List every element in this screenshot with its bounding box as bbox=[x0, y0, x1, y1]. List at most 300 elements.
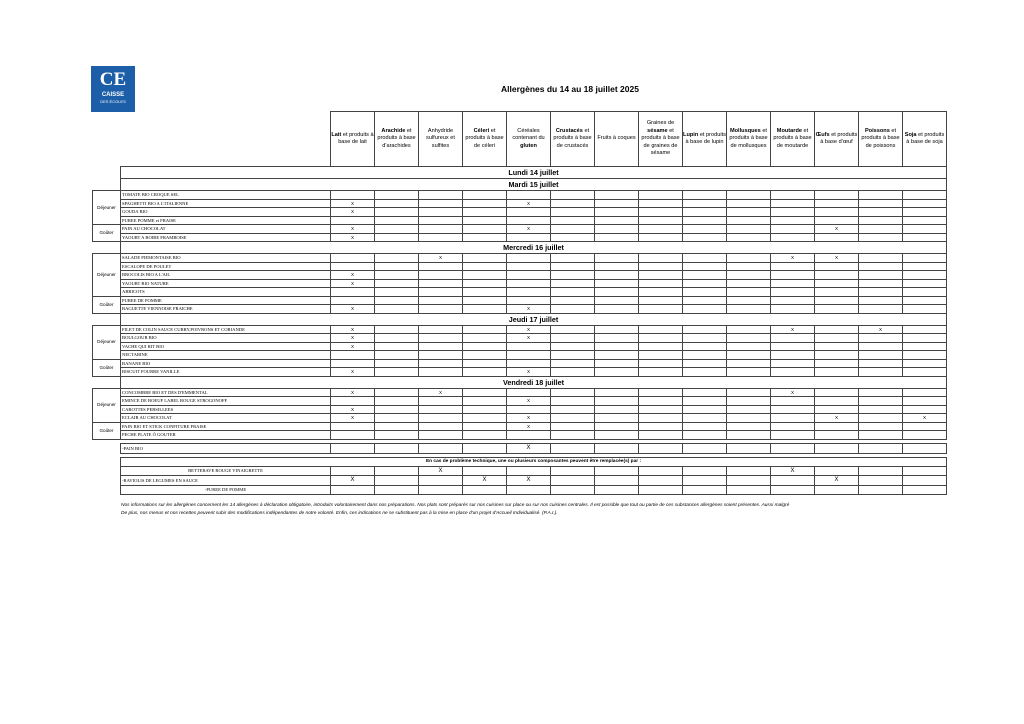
allergen-cell bbox=[551, 466, 595, 476]
allergen-cell bbox=[771, 262, 815, 271]
allergen-cell: X bbox=[507, 305, 551, 314]
allergen-cell bbox=[595, 271, 639, 280]
menu-item-row bbox=[93, 199, 947, 208]
allergen-cell bbox=[639, 279, 683, 288]
allergen-cell bbox=[551, 262, 595, 271]
allergen-cell bbox=[683, 368, 727, 377]
day-label: Jeudi 17 juillet bbox=[121, 313, 947, 325]
allergen-cell bbox=[771, 351, 815, 360]
day-row bbox=[93, 376, 947, 388]
logo-line1: CAISSE bbox=[101, 92, 125, 98]
allergen-cell bbox=[727, 208, 771, 217]
allergen-cell: X bbox=[507, 422, 551, 431]
allergen-cell bbox=[595, 431, 639, 440]
allergen-cell bbox=[551, 431, 595, 440]
allergen-cell bbox=[639, 359, 683, 368]
allergen-table bbox=[92, 111, 947, 495]
spacer bbox=[93, 167, 121, 179]
allergen-cell bbox=[859, 225, 903, 234]
allergen-bold: gluten bbox=[520, 142, 537, 149]
allergen-cell bbox=[683, 199, 727, 208]
menu-item-row bbox=[93, 342, 947, 351]
allergen-cell bbox=[595, 288, 639, 297]
allergen-rest: et produits à base de soja bbox=[906, 131, 945, 145]
allergen-pre: Céréales contenant du bbox=[512, 127, 545, 142]
allergen-cell bbox=[903, 254, 947, 263]
allergen-cell bbox=[815, 208, 859, 217]
allergen-cell bbox=[815, 342, 859, 351]
allergen-cell bbox=[903, 262, 947, 271]
allergen-cell bbox=[419, 476, 463, 486]
allergen-header bbox=[771, 112, 815, 167]
allergen-cell bbox=[419, 262, 463, 271]
allergen-cell bbox=[683, 271, 727, 280]
allergen-cell bbox=[859, 334, 903, 343]
allergen-cell bbox=[639, 388, 683, 397]
allergen-cell bbox=[859, 431, 903, 440]
allergen-cell bbox=[727, 225, 771, 234]
allergen-cell bbox=[683, 351, 727, 360]
menu-item-name: VACHE QUI RIT BIO bbox=[121, 342, 331, 351]
allergen-cell bbox=[815, 262, 859, 271]
allergen-cell bbox=[727, 443, 771, 453]
allergen-cell bbox=[683, 388, 727, 397]
allergen-cell bbox=[727, 271, 771, 280]
allergen-cell bbox=[727, 191, 771, 200]
allergen-cell bbox=[683, 296, 727, 305]
allergen-cell bbox=[683, 476, 727, 486]
allergen-cell: X bbox=[331, 476, 375, 486]
allergen-header bbox=[903, 112, 947, 167]
allergen-cell bbox=[903, 325, 947, 334]
allergen-cell bbox=[771, 342, 815, 351]
allergen-cell bbox=[419, 405, 463, 414]
menu-item-row bbox=[93, 225, 947, 234]
allergen-cell bbox=[595, 199, 639, 208]
substitute-row bbox=[93, 466, 947, 476]
allergen-cell: X bbox=[815, 225, 859, 234]
allergen-cell bbox=[903, 191, 947, 200]
allergen-cell bbox=[683, 191, 727, 200]
day-label: Vendredi 18 juillet bbox=[121, 376, 947, 388]
allergen-cell bbox=[375, 216, 419, 225]
allergen-cell bbox=[463, 279, 507, 288]
allergen-cell bbox=[375, 342, 419, 351]
allergen-cell bbox=[463, 305, 507, 314]
allergen-cell bbox=[419, 431, 463, 440]
allergen-cell bbox=[375, 208, 419, 217]
menu-item-name: BAGUETTE VIENNOISE FRAICHE bbox=[121, 305, 331, 314]
allergen-cell bbox=[419, 334, 463, 343]
allergen-cell bbox=[507, 466, 551, 476]
allergen-cell bbox=[331, 262, 375, 271]
day-label: Mercredi 16 juillet bbox=[121, 242, 947, 254]
allergen-cell bbox=[859, 199, 903, 208]
allergen-cell bbox=[903, 288, 947, 297]
allergen-cell bbox=[903, 368, 947, 377]
allergen-cell bbox=[815, 233, 859, 242]
allergen-bold: Lait bbox=[331, 131, 342, 138]
allergen-cell bbox=[639, 199, 683, 208]
allergen-cell: X bbox=[331, 208, 375, 217]
allergen-cell bbox=[771, 476, 815, 486]
menu-item-name: ESCALOPE DE POULET bbox=[121, 262, 331, 271]
allergen-cell bbox=[903, 296, 947, 305]
allergen-cell bbox=[375, 359, 419, 368]
day-row bbox=[93, 167, 947, 179]
allergen-cell bbox=[375, 334, 419, 343]
menu-item-row bbox=[93, 405, 947, 414]
meal-label: Goûter bbox=[93, 359, 121, 376]
allergen-cell bbox=[463, 191, 507, 200]
allergen-cell bbox=[463, 334, 507, 343]
footnote bbox=[121, 502, 951, 518]
allergen-cell: X bbox=[331, 305, 375, 314]
allergen-cell bbox=[903, 422, 947, 431]
allergen-cell bbox=[639, 342, 683, 351]
allergen-cell bbox=[727, 216, 771, 225]
header-blank bbox=[93, 112, 331, 167]
allergen-cell bbox=[903, 485, 947, 495]
allergen-cell bbox=[507, 296, 551, 305]
menu-item-name: EMINCE DE BOEUF LABEL ROUGE STROGONOFF bbox=[121, 397, 331, 406]
allergen-bold: Œufs bbox=[815, 131, 830, 138]
allergen-cell bbox=[771, 279, 815, 288]
spacer bbox=[93, 485, 121, 495]
allergen-cell bbox=[375, 388, 419, 397]
allergen-cell bbox=[903, 388, 947, 397]
allergen-cell bbox=[727, 233, 771, 242]
allergen-cell bbox=[375, 414, 419, 423]
allergen-cell bbox=[595, 296, 639, 305]
allergen-cell bbox=[463, 262, 507, 271]
allergen-cell bbox=[463, 225, 507, 234]
menu-item-name: BROCOLIS BIO A L'AIL bbox=[121, 271, 331, 280]
allergen-cell bbox=[463, 431, 507, 440]
allergen-rest: et produits à base de crustacés bbox=[553, 127, 592, 149]
allergen-cell bbox=[463, 199, 507, 208]
allergen-cell bbox=[419, 368, 463, 377]
allergen-cell bbox=[771, 216, 815, 225]
allergen-cell bbox=[727, 199, 771, 208]
allergen-cell bbox=[375, 368, 419, 377]
allergen-cell: X bbox=[331, 325, 375, 334]
allergen-cell: X bbox=[507, 368, 551, 377]
substitute-row bbox=[93, 476, 947, 486]
allergen-cell bbox=[771, 485, 815, 495]
allergen-rest: et produits à base de poissons bbox=[861, 127, 900, 149]
allergen-cell bbox=[463, 271, 507, 280]
allergen-cell bbox=[419, 305, 463, 314]
allergen-cell: X bbox=[771, 325, 815, 334]
allergen-cell bbox=[595, 334, 639, 343]
menu-item-row bbox=[93, 279, 947, 288]
allergen-cell bbox=[419, 288, 463, 297]
allergen-cell: X bbox=[419, 388, 463, 397]
meal-label: Goûter bbox=[93, 422, 121, 439]
allergen-cell bbox=[419, 271, 463, 280]
menu-item-row bbox=[93, 208, 947, 217]
allergen-cell bbox=[903, 431, 947, 440]
allergen-cell bbox=[639, 325, 683, 334]
allergen-cell bbox=[903, 216, 947, 225]
menu-item-row bbox=[93, 351, 947, 360]
allergen-cell bbox=[595, 368, 639, 377]
day-row bbox=[93, 179, 947, 191]
allergen-cell bbox=[639, 305, 683, 314]
allergen-cell: X bbox=[331, 334, 375, 343]
allergen-cell bbox=[771, 368, 815, 377]
allergen-cell bbox=[771, 233, 815, 242]
allergen-cell bbox=[683, 325, 727, 334]
notice-text: En cas de problème technique, une ou plusieurs composantes peuvent être remplacée(s) par : bbox=[121, 457, 947, 466]
allergen-cell bbox=[375, 305, 419, 314]
allergen-cell: X bbox=[331, 368, 375, 377]
allergen-cell: X bbox=[507, 325, 551, 334]
allergen-cell bbox=[463, 288, 507, 297]
allergen-cell bbox=[815, 397, 859, 406]
allergen-cell bbox=[595, 342, 639, 351]
allergen-cell bbox=[463, 325, 507, 334]
allergen-cell bbox=[507, 288, 551, 297]
allergen-cell bbox=[639, 397, 683, 406]
menu-item-row bbox=[93, 414, 947, 423]
allergen-cell bbox=[551, 368, 595, 377]
allergen-cell bbox=[507, 279, 551, 288]
allergen-cell bbox=[815, 368, 859, 377]
allergen-cell bbox=[595, 414, 639, 423]
allergen-cell bbox=[683, 431, 727, 440]
allergen-cell: X bbox=[419, 254, 463, 263]
allergen-bold: Céleri bbox=[473, 127, 490, 134]
allergen-cell bbox=[903, 305, 947, 314]
allergen-cell: X bbox=[903, 414, 947, 423]
meal-label: Déjeuner bbox=[93, 325, 121, 359]
allergen-cell bbox=[463, 422, 507, 431]
allergen-cell bbox=[375, 466, 419, 476]
allergen-rest: et produits à base d'œuf bbox=[820, 131, 858, 145]
allergen-cell bbox=[463, 466, 507, 476]
allergen-cell: X bbox=[419, 466, 463, 476]
allergen-cell: X bbox=[507, 476, 551, 486]
allergen-cell: X bbox=[463, 476, 507, 486]
allergen-cell bbox=[683, 443, 727, 453]
allergen-cell bbox=[639, 254, 683, 263]
allergen-cell bbox=[639, 466, 683, 476]
substitute-name: BETTERAVE ROUGE VINAIGRETTE bbox=[121, 466, 331, 476]
allergen-cell bbox=[859, 485, 903, 495]
allergen-cell bbox=[771, 397, 815, 406]
allergen-cell bbox=[463, 342, 507, 351]
allergen-cell: X bbox=[507, 414, 551, 423]
allergen-cell bbox=[507, 208, 551, 217]
allergen-cell bbox=[639, 191, 683, 200]
spacer bbox=[93, 313, 121, 325]
allergen-cell bbox=[463, 405, 507, 414]
allergen-cell bbox=[903, 351, 947, 360]
allergen-cell: X bbox=[331, 271, 375, 280]
menu-item-row bbox=[93, 422, 947, 431]
allergen-cell bbox=[727, 359, 771, 368]
allergen-cell bbox=[859, 476, 903, 486]
allergen-cell bbox=[903, 334, 947, 343]
allergen-bold: Crustacés bbox=[555, 127, 583, 134]
allergen-cell bbox=[331, 254, 375, 263]
allergen-cell: X bbox=[507, 199, 551, 208]
allergen-cell bbox=[551, 305, 595, 314]
allergen-cell bbox=[859, 288, 903, 297]
allergen-cell bbox=[551, 443, 595, 453]
allergen-cell bbox=[375, 233, 419, 242]
allergen-cell bbox=[595, 191, 639, 200]
allergen-cell bbox=[507, 254, 551, 263]
allergen-cell bbox=[815, 466, 859, 476]
allergen-cell bbox=[507, 405, 551, 414]
allergen-cell bbox=[683, 405, 727, 414]
substitute-row bbox=[93, 485, 947, 495]
spacer bbox=[93, 179, 121, 191]
allergen-cell bbox=[551, 342, 595, 351]
allergen-cell bbox=[639, 225, 683, 234]
allergen-cell bbox=[683, 225, 727, 234]
allergen-cell bbox=[859, 466, 903, 476]
spacer bbox=[93, 457, 121, 466]
allergen-cell: X bbox=[331, 414, 375, 423]
day-row bbox=[93, 242, 947, 254]
allergen-cell bbox=[639, 368, 683, 377]
allergen-cell bbox=[903, 405, 947, 414]
day-row bbox=[93, 313, 947, 325]
allergen-cell bbox=[815, 334, 859, 343]
allergen-cell bbox=[815, 431, 859, 440]
allergen-cell bbox=[551, 485, 595, 495]
menu-item-name: ECLAIR AU CHOCOLAT bbox=[121, 414, 331, 423]
allergen-cell bbox=[903, 476, 947, 486]
allergen-cell bbox=[375, 397, 419, 406]
allergen-cell: X bbox=[331, 405, 375, 414]
allergen-cell bbox=[859, 368, 903, 377]
allergen-cell bbox=[507, 216, 551, 225]
allergen-rest: et produits à base de moutarde bbox=[773, 127, 812, 149]
allergen-cell bbox=[419, 216, 463, 225]
allergen-cell bbox=[551, 216, 595, 225]
allergen-header bbox=[859, 112, 903, 167]
allergen-cell bbox=[463, 485, 507, 495]
allergen-cell bbox=[727, 431, 771, 440]
allergen-cell bbox=[463, 208, 507, 217]
allergen-header bbox=[507, 112, 551, 167]
allergen-cell bbox=[551, 388, 595, 397]
allergen-rest: et produits à base d'arachides bbox=[377, 127, 416, 149]
allergen-cell bbox=[771, 288, 815, 297]
menu-item-name: SPAGHETTI BIO A L'ITALIENNE bbox=[121, 199, 331, 208]
allergen-cell bbox=[639, 288, 683, 297]
menu-item-row bbox=[93, 271, 947, 280]
allergen-cell bbox=[375, 476, 419, 486]
allergen-cell bbox=[771, 208, 815, 217]
allergen-cell: X bbox=[771, 466, 815, 476]
allergen-cell bbox=[375, 485, 419, 495]
allergen-cell bbox=[859, 191, 903, 200]
allergen-bold: sésame bbox=[647, 127, 668, 134]
menu-item-name: YAOURT BIO NATURE bbox=[121, 279, 331, 288]
allergen-cell bbox=[419, 208, 463, 217]
allergen-cell bbox=[375, 288, 419, 297]
allergen-cell bbox=[903, 279, 947, 288]
allergen-cell bbox=[815, 191, 859, 200]
menu-item-row bbox=[93, 262, 947, 271]
allergen-cell: X bbox=[331, 342, 375, 351]
allergen-header-row bbox=[93, 112, 947, 167]
menu-item-name: BANANE BIO bbox=[121, 359, 331, 368]
allergen-cell bbox=[375, 296, 419, 305]
allergen-cell bbox=[463, 359, 507, 368]
menu-item-name: PUREE DE POMME bbox=[121, 296, 331, 305]
allergen-cell bbox=[551, 422, 595, 431]
substitute-name: -PUREE DE POMME bbox=[121, 485, 331, 495]
allergen-cell bbox=[595, 262, 639, 271]
allergen-cell bbox=[903, 443, 947, 453]
menu-item-name: BOULGOUR BIO bbox=[121, 334, 331, 343]
allergen-cell bbox=[639, 334, 683, 343]
allergen-cell bbox=[419, 443, 463, 453]
allergen-cell bbox=[683, 208, 727, 217]
allergen-cell bbox=[595, 485, 639, 495]
bread-row bbox=[93, 443, 947, 453]
allergen-cell bbox=[815, 279, 859, 288]
allergen-cell bbox=[859, 296, 903, 305]
allergen-cell bbox=[551, 191, 595, 200]
allergen-cell bbox=[419, 351, 463, 360]
page-title: Allergènes du 14 au 18 juillet 2025 bbox=[501, 84, 639, 94]
allergen-cell bbox=[375, 351, 419, 360]
allergen-cell bbox=[771, 296, 815, 305]
allergen-cell bbox=[683, 422, 727, 431]
allergen-cell bbox=[815, 405, 859, 414]
allergen-cell bbox=[463, 254, 507, 263]
allergen-cell bbox=[419, 225, 463, 234]
menu-item-row bbox=[93, 233, 947, 242]
allergen-cell bbox=[331, 422, 375, 431]
allergen-header bbox=[463, 112, 507, 167]
allergen-cell bbox=[639, 422, 683, 431]
allergen-cell: X bbox=[771, 388, 815, 397]
menu-item-row bbox=[93, 296, 947, 305]
allergen-cell bbox=[727, 466, 771, 476]
meal-label: Goûter bbox=[93, 296, 121, 313]
allergen-cell bbox=[551, 208, 595, 217]
allergen-cell: X bbox=[331, 233, 375, 242]
allergen-cell bbox=[859, 351, 903, 360]
allergen-cell bbox=[859, 405, 903, 414]
allergen-cell bbox=[595, 216, 639, 225]
allergen-cell bbox=[815, 199, 859, 208]
allergen-cell bbox=[595, 254, 639, 263]
allergen-cell bbox=[419, 233, 463, 242]
allergen-cell: X bbox=[815, 476, 859, 486]
allergen-cell bbox=[903, 225, 947, 234]
allergen-cell bbox=[507, 388, 551, 397]
menu-item-name: PAIN BIO ET STICK CONFITURE FRAISE bbox=[121, 422, 331, 431]
allergen-cell: X bbox=[507, 334, 551, 343]
allergen-cell bbox=[419, 325, 463, 334]
allergen-cell bbox=[463, 233, 507, 242]
meal-label: Déjeuner bbox=[93, 254, 121, 297]
allergen-cell bbox=[771, 334, 815, 343]
allergen-cell bbox=[903, 271, 947, 280]
allergen-cell bbox=[771, 405, 815, 414]
allergen-cell bbox=[815, 359, 859, 368]
